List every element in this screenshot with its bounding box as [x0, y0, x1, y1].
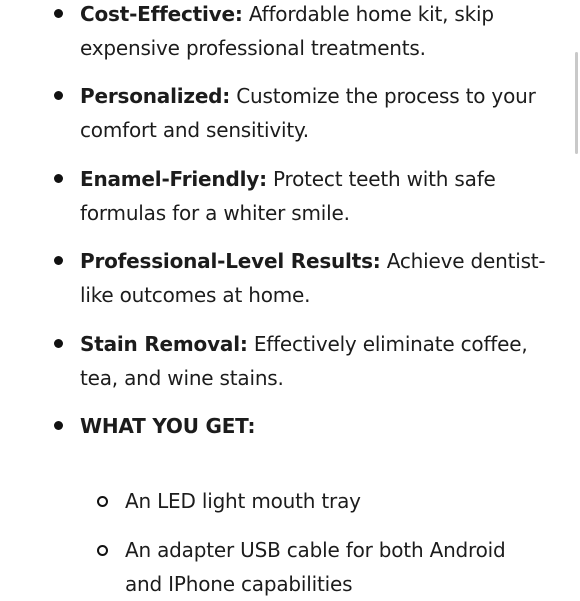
included-item-usb-adapter — [125, 533, 545, 601]
benefit-title: Stain Removal: — [80, 332, 248, 356]
included-item-text: An adapter USB cable for both Android and IPhone capabilities — [125, 538, 506, 596]
benefit-professional-results — [80, 244, 558, 312]
included-item-text: An LED light mouth tray — [125, 489, 361, 513]
benefit-enamel-friendly — [80, 162, 558, 230]
benefit-title: Personalized: — [80, 84, 231, 108]
benefit-text: Customize the process to your comfort and sensitivity. — [80, 84, 536, 142]
benefit-title: Professional-Level Results: — [80, 249, 381, 273]
section-heading: WHAT YOU GET: — [80, 414, 256, 438]
benefit-stain-removal — [80, 327, 558, 395]
what-you-get-heading — [80, 409, 558, 443]
benefit-text: Protect teeth with safe formulas for a whiter smile. — [80, 167, 496, 225]
vertical-scrollbar[interactable] — [575, 52, 578, 154]
benefit-text: Effectively eliminate coffee, tea, and wine stains. — [80, 332, 528, 390]
included-item-led-tray — [125, 484, 545, 518]
benefit-title: Enamel-Friendly: — [80, 167, 267, 191]
benefit-personalized — [80, 79, 558, 147]
benefit-text: Affordable home kit, skip expensive professional treatments. — [80, 2, 494, 60]
benefit-title: Cost-Effective: — [80, 2, 243, 26]
benefit-cost-effective — [80, 0, 558, 65]
benefit-text: Achieve dentist-like outcomes at home. — [80, 249, 546, 307]
